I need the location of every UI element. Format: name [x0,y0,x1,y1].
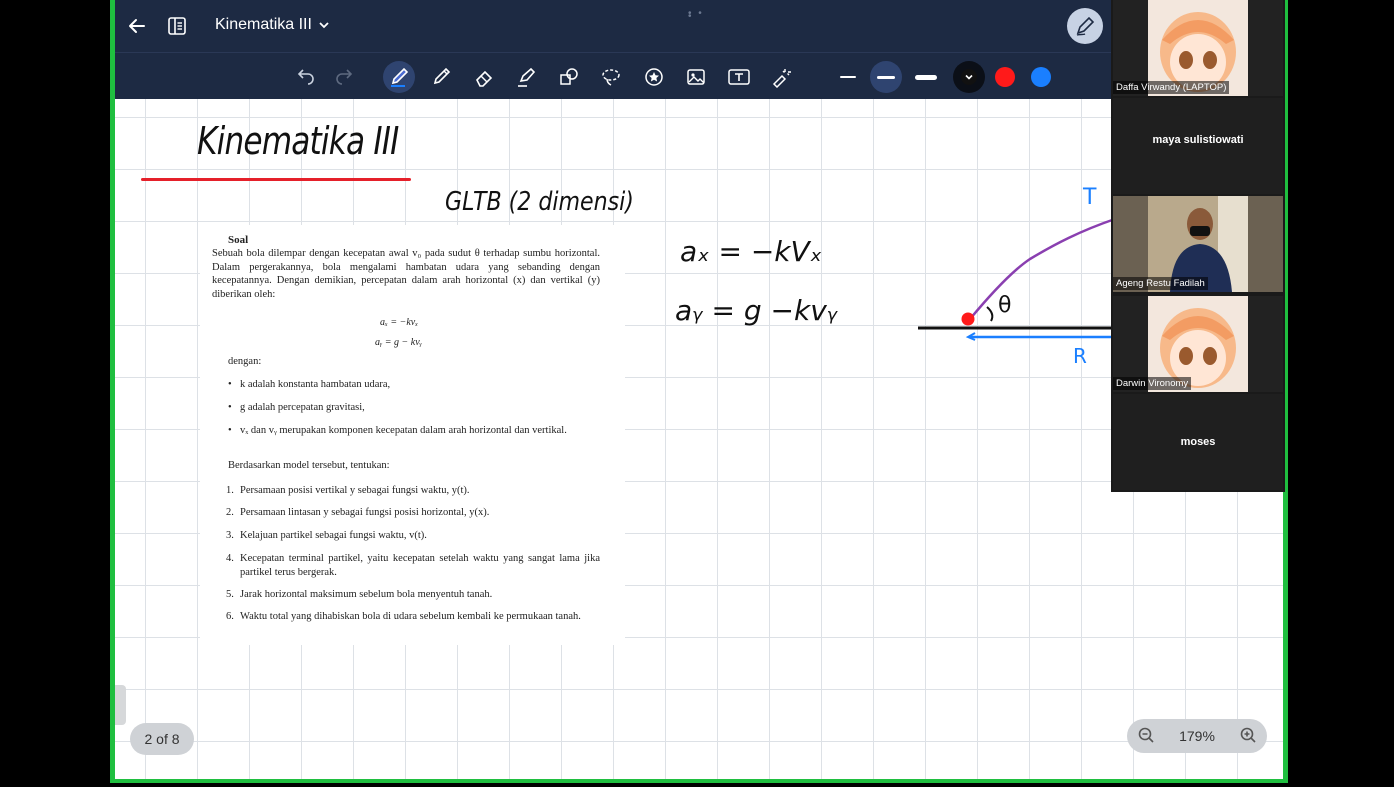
text-box-icon [727,66,751,88]
problem-sheet: Soal Sebuah bola dilempar dengan kecepatan awal v₀ pada sudut θ terhadap sumbu horizontal. Dalam pergerakannya, bola mengalami hambatan udara yang sebanding dengan kecepatannya. Dengan demikian, percepatan dalam arah horizontal (x) dan vertikal (y) diberikan oleh: aₓ = −kvₓ aᵧ = g − kvᵧ dengan: • k adalah konstanta hambatan udara, • g adalah percepatan gravitasi, • vₓ dan vᵧ merupakan komponen kecepatan dalam arah horizontal dan vertikal. Berdasarkan model tersebut, tentukan: 1. Persamaan posisi vertikal y sebagai fungsi waktu, y(t). 2. Persamaan lintasan y sebagai fungsi posisi horizontal, y(x). 3. Kelajuan partikel sebagai fungsi waktu, v(t). 4. Kecepatan terminal partikel, yaitu kecepatan setelah waktu yang sangat lama jika partikel terus bergerak. 5. Jarak horizontal maksimum sebelum bola menyentuh tanah. 6. Waktu total yang dihabiskan bola di udara sebelum kembali ke permukaan tanah. [200,225,625,645]
handwritten-subtitle: GLTB (2 dimensi) [445,187,634,217]
text-tool[interactable] [723,61,755,93]
highlighter-icon [515,66,537,88]
problem-intro: Sebuah bola dilempar dengan kecepatan awal v₀ pada sudut θ terhadap sumbu horizontal. Dalam pergerakannya, bola mengalami hambatan udara yang sebanding dengan kecepatannya. Dengan demikian, percepatan dalam arah horizontal (x) dan vertikal (y) diberikan oleh: [212,248,600,300]
trajectory-curve [970,219,1115,319]
drawing-toolbar [115,52,1283,100]
redo-icon [335,68,353,86]
image-tool[interactable] [680,61,712,93]
star-sticker-icon [643,66,665,88]
participant-tile[interactable] [1113,98,1283,194]
participant-name: maya sulistiowati [1152,134,1244,146]
participant-tile[interactable] [1113,296,1283,392]
problem-heading: Soal [228,234,249,246]
lasso-icon [600,66,622,88]
app-header [115,0,1283,52]
participant-tile[interactable] [1113,394,1283,490]
highlighter-tool[interactable] [510,61,542,93]
R-label: R [1073,344,1087,368]
pencil-tool-icon [430,66,452,88]
participant-name: Daffa Virwandy (LAPTOP) [1113,81,1229,94]
handwritten-eq-ax: aₓ = −kVₓ [680,235,823,268]
zoom-level[interactable]: 179% [1179,728,1215,744]
undo-button[interactable] [290,61,322,93]
page-indicator[interactable]: 2 of 8 [130,723,194,755]
pen-icon [388,66,410,88]
document-title: Kinematika III [215,16,312,33]
handwritten-title: Kinematika III [197,119,399,163]
undo-icon [297,68,315,86]
back-arrow-icon[interactable] [125,14,149,38]
sticker-tool[interactable] [638,61,670,93]
participant-tile[interactable] [1113,196,1283,292]
shapes-tool[interactable] [553,61,585,93]
pen-tool[interactable] [383,61,415,93]
pencil-mode-button[interactable] [1067,8,1103,44]
chevron-down-icon [318,19,330,31]
chevron-down-icon [961,69,977,85]
launch-point [962,313,975,326]
color-red[interactable] [995,67,1015,87]
participant-name: Ageng Restu Fadilah [1113,277,1208,290]
question-intro: Berdasarkan model tersebut, tentukan: [228,460,390,471]
eraser-icon [473,66,495,88]
note-canvas[interactable] [115,99,1283,779]
notes-app-window [115,0,1283,779]
eraser-tool[interactable] [468,61,500,93]
document-title-dropdown[interactable] [215,16,330,34]
stroke-medium[interactable] [870,61,902,93]
pencil-tool[interactable] [425,61,457,93]
zoom-control [1127,719,1267,753]
participant-tile[interactable] [1113,0,1283,96]
dengan-label: dengan: [228,356,262,367]
drag-handle[interactable]: • • • [688,8,704,22]
zoom-out-icon[interactable] [1137,726,1155,747]
laser-pointer-tool[interactable] [765,61,797,93]
handwritten-eq-ay: aᵧ = g −kvᵧ [675,294,838,327]
color-blue[interactable] [1031,67,1051,87]
shapes-icon [558,66,580,88]
stroke-thin[interactable] [832,61,864,93]
angle-arc [987,307,992,321]
equation-ax: aₓ = −kvₓ [380,317,419,328]
theta-label: θ [998,293,1012,318]
side-panel-handle[interactable] [115,685,126,725]
stroke-thick[interactable] [910,61,942,93]
zoom-in-icon[interactable] [1239,726,1257,747]
pages-panel-icon[interactable] [165,14,189,38]
participants-panel [1111,0,1285,492]
equation-ay: aᵧ = g − kvᵧ [375,337,422,348]
T-label: T [1083,185,1097,210]
participant-name: moses [1180,436,1216,448]
redo-button[interactable] [328,61,360,93]
lasso-tool[interactable] [595,61,627,93]
title-underline [141,178,411,181]
color-black-selected[interactable] [953,61,985,93]
laser-pointer-icon [770,66,792,88]
participant-name: Darwin Vironomy [1113,377,1191,390]
pencil-icon [1074,15,1096,37]
image-icon [685,66,707,88]
